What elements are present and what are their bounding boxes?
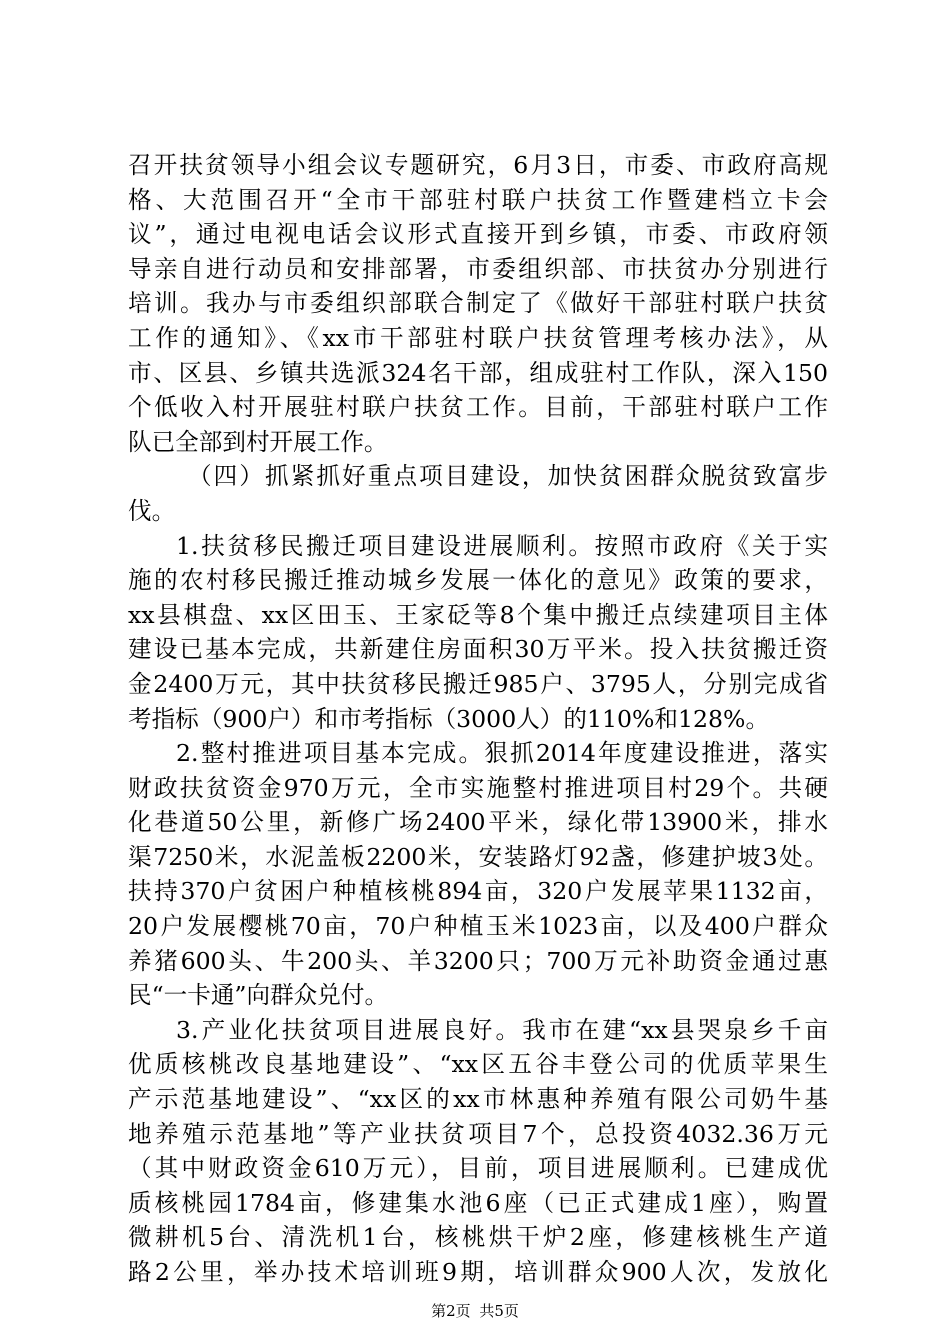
text-line: 化巷道50公里，新修广场2400平米，绿化带13900米，排水 [128,808,828,837]
text-line: 建设已基本完成，共新建住房面积30万平米。投入扶贫搬迁资 [128,635,828,664]
text-line: 优质核桃改良基地建设”、“xx区五谷丰登公司的优质苹果生 [128,1050,828,1079]
document-body [128,148,828,1290]
text-line: 金2400万元，其中扶贫移民搬迁985户、3795人，分别完成省 [128,669,828,698]
text-line: 工作的通知》、《xx市干部驻村联户扶贫管理考核办法》，从 [128,323,828,352]
text-line: 个低收入村开展驻村联户扶贫工作。目前，干部驻村联户工作 [128,393,828,422]
page-number: 第2页 [431,1302,471,1320]
text-line: （其中财政资金610万元），目前，项目进展顺利。已建成优 [128,1154,828,1183]
text-line: 市、区县、乡镇共选派324名干部，组成驻村工作队，深入150 [128,358,828,387]
text-line: xx县棋盘、xx区田玉、王家砭等8个集中搬迁点续建项目主体 [128,600,828,629]
text-line: 施的农村移民搬迁推动城乡发展一体化的意见》政策的要求， [128,566,828,595]
text-line: 队已全部到村开展工作。 [128,427,388,456]
text-line: 议”，通过电视电话会议形式直接开到乡镇，市委、市政府领 [128,220,828,249]
paragraph-start: 2.整村推进项目基本完成。狠抓2014年度建设推进，落实 [176,739,828,768]
text-line: 产示范基地建设”、“xx区的xx市林惠种养殖有限公司奶牛基 [128,1085,828,1114]
text-line: 扶持370户贫困户种植核桃894亩，320户发展苹果1132亩， [128,877,828,906]
text-line: 养猪600头、牛200头、羊3200只；700万元补助资金通过惠 [128,946,828,975]
text-line: 格、大范围召开“全市干部驻村联户扶贫工作暨建档立卡会 [128,185,828,214]
paragraph-start: 1.扶贫移民搬迁项目建设进展顺利。按照市政府《关于实 [176,531,828,560]
text-line: 路2公里，举办技术培训班9期，培训群众900人次，发放化 [128,1258,828,1286]
text-line: 财政扶贫资金970万元，全市实施整村推进项目村29个。共硬 [128,773,828,802]
page-total: 共5页 [479,1302,519,1320]
section-heading: （四）抓紧抓好重点项目建设，加快贫困群众脱贫致富步 [188,462,828,491]
text-line: 微耕机5台、清洗机1台，核桃烘干炉2座，修建核桃生产道 [128,1223,828,1252]
text-line: 20户发展樱桃70亩，70户种植玉米1023亩，以及400户群众 [128,912,828,941]
section-heading-cont: 伐。 [128,496,176,525]
paragraph-start: 3.产业化扶贫项目进展良好。我市在建“xx县哭泉乡千亩 [176,1015,828,1044]
text-line: 召开扶贫领导小组会议专题研究，6月3日，市委、市政府高规 [128,151,828,179]
text-line: 导亲自进行动员和安排部署，市委组织部、市扶贫办分别进行 [128,254,828,283]
page-footer [0,1300,950,1321]
text-line: 民“一卡通”向群众兑付。 [128,981,389,1010]
text-line: 地养殖示范基地”等产业扶贫项目7个，总投资4032.36万元 [128,1119,828,1148]
text-line: 质核桃园1784亩，修建集水池6座（已正式建成1座），购置 [128,1188,828,1217]
text-line: 培训。我办与市委组织部联合制定了《做好干部驻村联户扶贫 [128,289,828,318]
text-line: 渠7250米，水泥盖板2200米，安装路灯92盏，修建护坡3处。 [128,842,828,871]
text-line: 考指标（900户）和市考指标（3000人）的110%和128%。 [128,704,770,733]
